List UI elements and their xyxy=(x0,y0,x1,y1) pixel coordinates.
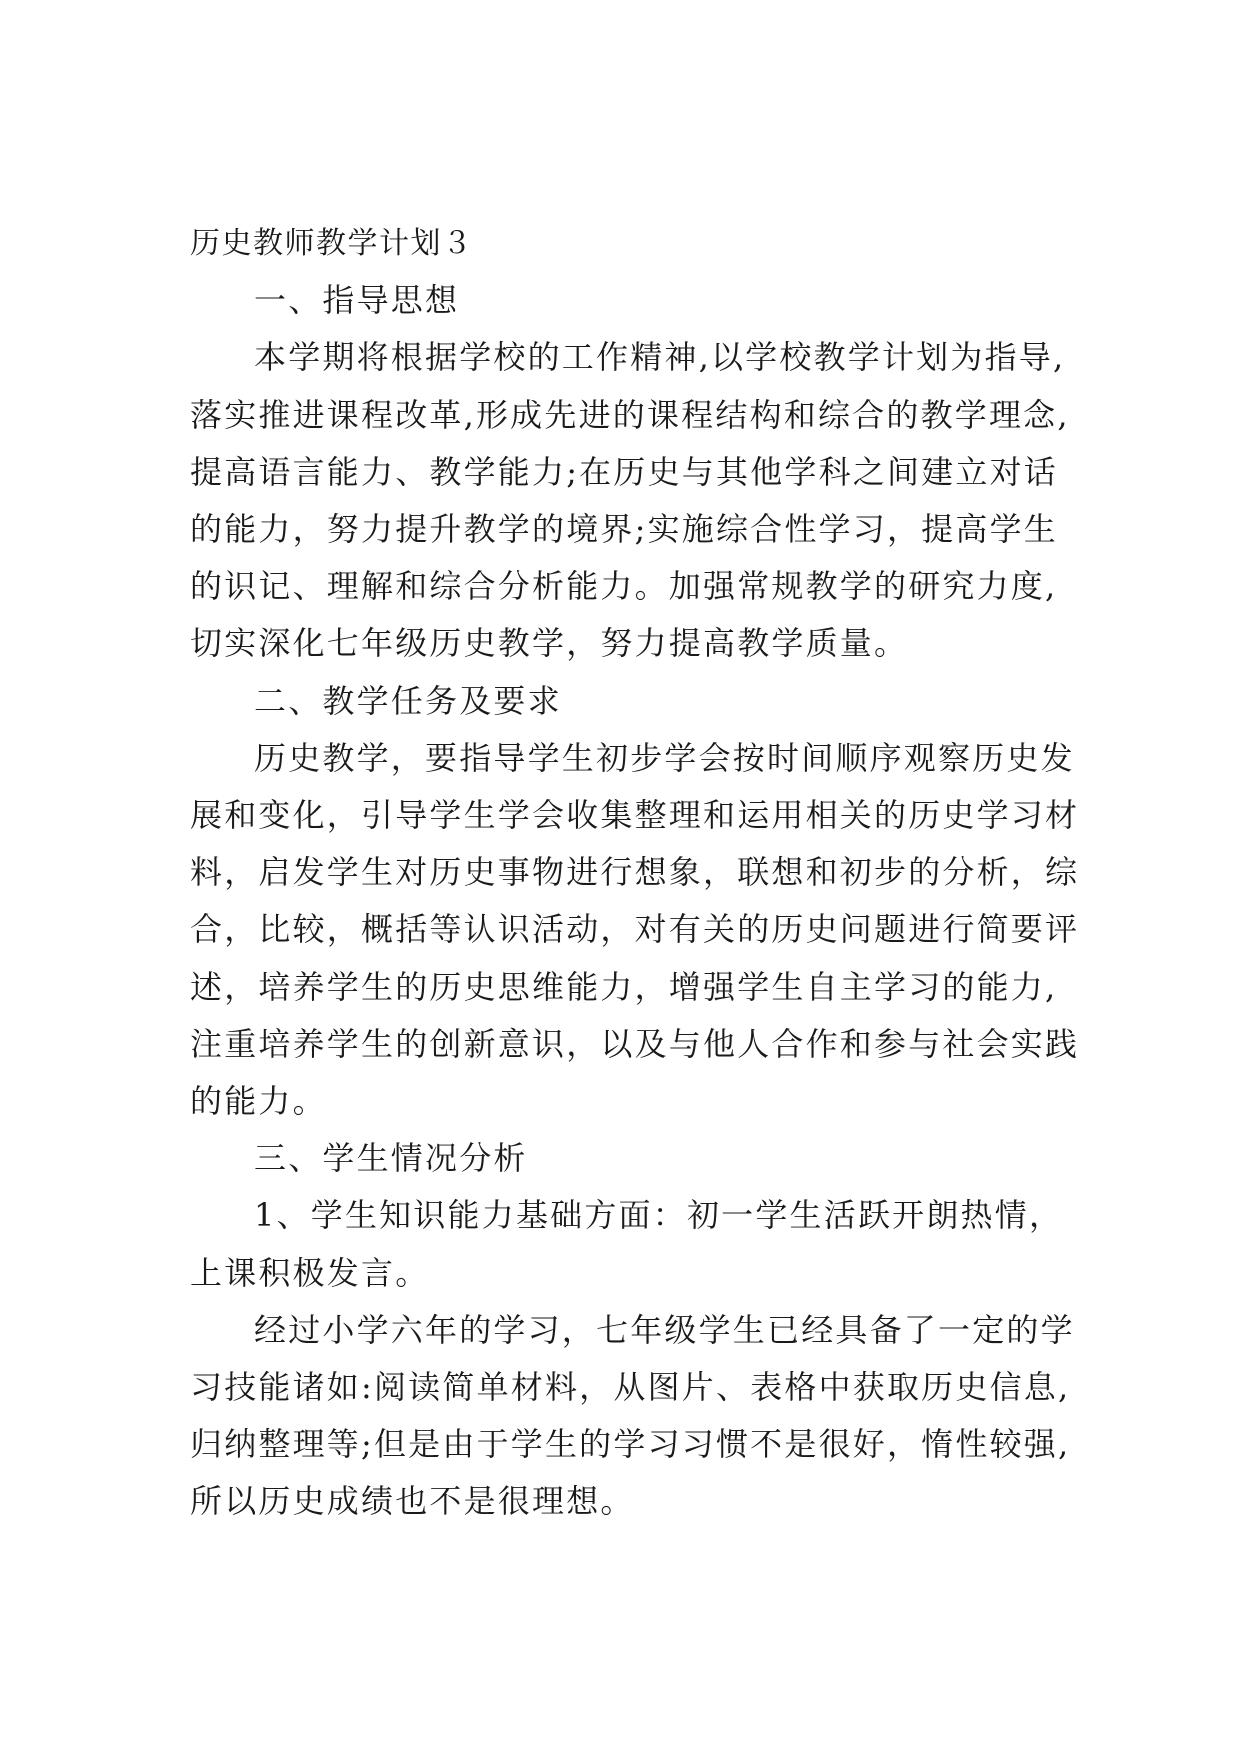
text-line: 二、教学任务及要求 xyxy=(254,681,562,720)
text-line: 所以历史成绩也不是很理想。 xyxy=(190,1482,635,1521)
text-line: 的能力。 xyxy=(190,1082,327,1121)
text-line: 展和变化，引导学生学会收集整理和运用相关的历史学习材 xyxy=(190,796,1080,835)
text-line: 经过小学六年的学习，七年级学生已经具备了一定的学 xyxy=(254,1310,1075,1349)
text-line: 注重培养学生的创新意识，以及与他人合作和参与社会实践 xyxy=(190,1024,1080,1063)
paragraph-lines xyxy=(190,272,1080,1530)
document-title: 历史教师教学计划３ xyxy=(190,226,474,261)
text-line: 上课积极发言。 xyxy=(190,1253,430,1292)
text-line: 述，培养学生的历史思维能力，增强学生自主学习的能力, xyxy=(190,967,1058,1006)
text-line: 三、学生情况分析 xyxy=(254,1139,528,1178)
text-line: 一、指导思想 xyxy=(254,281,460,320)
text-line: 的识记、理解和综合分析能力。加强常规教学的研究力度, xyxy=(190,567,1058,606)
text-line: 落实推进课程改革,形成先进的课程结构和综合的教学理念, xyxy=(190,395,1070,434)
text-line: 提高语言能力、教学能力;在历史与其他学科之间建立对话 xyxy=(190,452,1058,491)
text-line: 历史教学，要指导学生初步学会按时间顺序观察历史发 xyxy=(254,738,1075,777)
text-line: 切实深化七年级历史教学，努力提高教学质量。 xyxy=(190,624,909,663)
text-line: 习技能诸如:阅读简单材料，从图片、表格中获取历史信息, xyxy=(190,1368,1071,1407)
text-line: 的能力，努力提升教学的境界;实施综合性学习，提高学生 xyxy=(190,510,1058,549)
text-line: 料，启发学生对历史事物进行想象，联想和初步的分析，综 xyxy=(190,853,1080,892)
text-line: 1、学生知识能力基础方面：初一学生活跃开朗热情， xyxy=(254,1196,1064,1235)
document-body xyxy=(190,215,1080,1531)
text-line: 合，比较，概括等认识活动，对有关的历史问题进行简要评 xyxy=(190,910,1080,949)
text-line: 本学期将根据学校的工作精神,以学校教学计划为指导, xyxy=(254,338,1066,377)
text-line: 归纳整理等;但是由于学生的学习习惯不是很好，惰性较强, xyxy=(190,1425,1071,1464)
